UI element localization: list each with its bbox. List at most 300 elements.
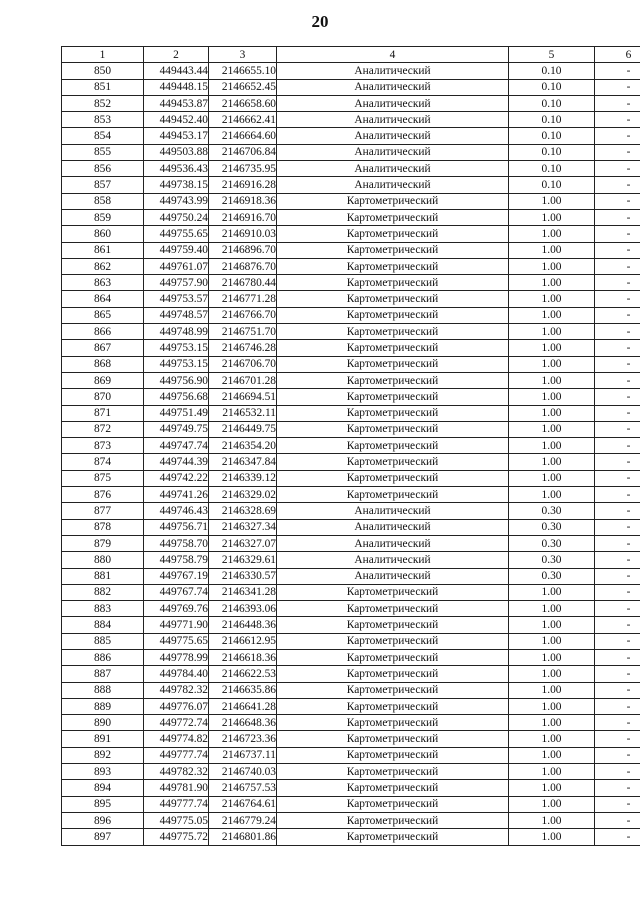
x-coordinate-cell: 449748.57 — [144, 307, 209, 323]
method-cell: Картометрический — [277, 389, 509, 405]
y-coordinate-cell: 2146766.70 — [209, 307, 277, 323]
accuracy-cell: 1.00 — [509, 340, 595, 356]
point-number-cell: 870 — [62, 389, 144, 405]
x-coordinate-cell: 449753.57 — [144, 291, 209, 307]
y-coordinate-cell: 2146341.28 — [209, 584, 277, 600]
x-coordinate-cell: 449769.76 — [144, 601, 209, 617]
accuracy-cell: 1.00 — [509, 601, 595, 617]
method-cell: Картометрический — [277, 731, 509, 747]
method-cell: Аналитический — [277, 128, 509, 144]
x-coordinate-cell: 449775.72 — [144, 829, 209, 845]
point-number-cell: 873 — [62, 438, 144, 454]
method-cell: Аналитический — [277, 503, 509, 519]
table-body — [62, 63, 640, 845]
note-cell: - — [595, 275, 640, 291]
point-number-cell: 888 — [62, 682, 144, 698]
y-coordinate-cell: 2146910.03 — [209, 226, 277, 242]
note-cell: - — [595, 324, 640, 340]
method-cell: Картометрический — [277, 291, 509, 307]
point-number-cell: 851 — [62, 79, 144, 95]
x-coordinate-cell: 449738.15 — [144, 177, 209, 193]
note-cell: - — [595, 193, 640, 209]
accuracy-cell: 1.00 — [509, 258, 595, 274]
accuracy-cell: 1.00 — [509, 438, 595, 454]
y-coordinate-cell: 2146764.61 — [209, 796, 277, 812]
note-cell: - — [595, 177, 640, 193]
method-cell: Аналитический — [277, 95, 509, 111]
method-cell: Картометрический — [277, 421, 509, 437]
point-number-cell: 886 — [62, 649, 144, 665]
note-cell: - — [595, 405, 640, 421]
y-coordinate-cell: 2146916.70 — [209, 209, 277, 225]
note-cell: - — [595, 764, 640, 780]
method-cell: Картометрический — [277, 193, 509, 209]
accuracy-cell: 1.00 — [509, 487, 595, 503]
method-cell: Картометрический — [277, 209, 509, 225]
method-cell: Картометрический — [277, 747, 509, 763]
accuracy-cell: 1.00 — [509, 780, 595, 796]
point-number-cell: 884 — [62, 617, 144, 633]
point-number-cell: 868 — [62, 356, 144, 372]
y-coordinate-cell: 2146347.84 — [209, 454, 277, 470]
method-cell: Картометрический — [277, 372, 509, 388]
note-cell: - — [595, 372, 640, 388]
table-row — [62, 698, 640, 714]
table-row — [62, 340, 640, 356]
point-number-cell: 897 — [62, 829, 144, 845]
y-coordinate-cell: 2146329.02 — [209, 487, 277, 503]
note-cell: - — [595, 666, 640, 682]
point-number-cell: 860 — [62, 226, 144, 242]
accuracy-cell: 1.00 — [509, 747, 595, 763]
accuracy-cell: 1.00 — [509, 307, 595, 323]
table-row — [62, 764, 640, 780]
x-coordinate-cell: 449781.90 — [144, 780, 209, 796]
note-cell: - — [595, 649, 640, 665]
x-coordinate-cell: 449755.65 — [144, 226, 209, 242]
table-row — [62, 324, 640, 340]
method-cell: Картометрический — [277, 829, 509, 845]
y-coordinate-cell: 2146779.24 — [209, 812, 277, 828]
note-cell: - — [595, 568, 640, 584]
accuracy-cell: 1.00 — [509, 470, 595, 486]
note-cell: - — [595, 747, 640, 763]
y-coordinate-cell: 2146393.06 — [209, 601, 277, 617]
table-row — [62, 503, 640, 519]
point-number-cell: 875 — [62, 470, 144, 486]
y-coordinate-cell: 2146723.36 — [209, 731, 277, 747]
note-cell: - — [595, 552, 640, 568]
point-number-cell: 887 — [62, 666, 144, 682]
method-cell: Картометрический — [277, 633, 509, 649]
accuracy-cell: 1.00 — [509, 405, 595, 421]
y-coordinate-cell: 2146896.70 — [209, 242, 277, 258]
point-number-cell: 864 — [62, 291, 144, 307]
accuracy-cell: 1.00 — [509, 275, 595, 291]
y-coordinate-cell: 2146648.36 — [209, 715, 277, 731]
y-coordinate-cell: 2146876.70 — [209, 258, 277, 274]
y-coordinate-cell: 2146706.70 — [209, 356, 277, 372]
table-row — [62, 242, 640, 258]
table-row — [62, 829, 640, 845]
y-coordinate-cell: 2146618.36 — [209, 649, 277, 665]
x-coordinate-cell: 449775.05 — [144, 812, 209, 828]
table-row — [62, 95, 640, 111]
table-row — [62, 796, 640, 812]
y-coordinate-cell: 2146662.41 — [209, 112, 277, 128]
column-header-4: 4 — [277, 47, 509, 63]
point-number-cell: 876 — [62, 487, 144, 503]
note-cell: - — [595, 307, 640, 323]
method-cell: Картометрический — [277, 715, 509, 731]
accuracy-cell: 1.00 — [509, 682, 595, 698]
accuracy-cell: 1.00 — [509, 715, 595, 731]
accuracy-cell: 0.10 — [509, 144, 595, 160]
table-row — [62, 421, 640, 437]
x-coordinate-cell: 449767.19 — [144, 568, 209, 584]
x-coordinate-cell: 449750.24 — [144, 209, 209, 225]
accuracy-cell: 1.00 — [509, 291, 595, 307]
point-number-cell: 894 — [62, 780, 144, 796]
accuracy-cell: 1.00 — [509, 617, 595, 633]
x-coordinate-cell: 449756.71 — [144, 519, 209, 535]
point-number-cell: 854 — [62, 128, 144, 144]
note-cell: - — [595, 454, 640, 470]
note-cell: - — [595, 584, 640, 600]
point-number-cell: 861 — [62, 242, 144, 258]
point-number-cell: 885 — [62, 633, 144, 649]
point-number-cell: 883 — [62, 601, 144, 617]
point-number-cell: 881 — [62, 568, 144, 584]
table-row — [62, 519, 640, 535]
x-coordinate-cell: 449776.07 — [144, 698, 209, 714]
table-row — [62, 747, 640, 763]
column-header-3: 3 — [209, 47, 277, 63]
note-cell: - — [595, 812, 640, 828]
accuracy-cell: 0.10 — [509, 95, 595, 111]
accuracy-cell: 1.00 — [509, 649, 595, 665]
accuracy-cell: 0.10 — [509, 177, 595, 193]
y-coordinate-cell: 2146737.11 — [209, 747, 277, 763]
table-row — [62, 79, 640, 95]
table-row — [62, 291, 640, 307]
method-cell: Картометрический — [277, 275, 509, 291]
y-coordinate-cell: 2146449.75 — [209, 421, 277, 437]
accuracy-cell: 1.00 — [509, 324, 595, 340]
method-cell: Картометрический — [277, 405, 509, 421]
point-number-cell: 874 — [62, 454, 144, 470]
method-cell: Картометрический — [277, 487, 509, 503]
accuracy-cell: 1.00 — [509, 242, 595, 258]
note-cell: - — [595, 601, 640, 617]
table-row — [62, 649, 640, 665]
y-coordinate-cell: 2146448.36 — [209, 617, 277, 633]
note-cell: - — [595, 519, 640, 535]
note-cell: - — [595, 79, 640, 95]
table-row — [62, 552, 640, 568]
table-row — [62, 715, 640, 731]
x-coordinate-cell: 449782.32 — [144, 764, 209, 780]
note-cell: - — [595, 829, 640, 845]
x-coordinate-cell: 449443.44 — [144, 63, 209, 79]
point-number-cell: 895 — [62, 796, 144, 812]
point-number-cell: 850 — [62, 63, 144, 79]
note-cell: - — [595, 470, 640, 486]
point-number-cell: 852 — [62, 95, 144, 111]
x-coordinate-cell: 449751.49 — [144, 405, 209, 421]
y-coordinate-cell: 2146339.12 — [209, 470, 277, 486]
table-row — [62, 438, 640, 454]
coordinates-table — [61, 46, 640, 846]
x-coordinate-cell: 449757.90 — [144, 275, 209, 291]
point-number-cell: 863 — [62, 275, 144, 291]
note-cell: - — [595, 796, 640, 812]
y-coordinate-cell: 2146735.95 — [209, 161, 277, 177]
accuracy-cell: 1.00 — [509, 829, 595, 845]
point-number-cell: 853 — [62, 112, 144, 128]
point-number-cell: 859 — [62, 209, 144, 225]
header-row — [62, 47, 640, 63]
x-coordinate-cell: 449452.40 — [144, 112, 209, 128]
point-number-cell: 882 — [62, 584, 144, 600]
x-coordinate-cell: 449747.74 — [144, 438, 209, 454]
y-coordinate-cell: 2146658.60 — [209, 95, 277, 111]
table-row — [62, 633, 640, 649]
method-cell: Картометрический — [277, 584, 509, 600]
note-cell: - — [595, 731, 640, 747]
x-coordinate-cell: 449784.40 — [144, 666, 209, 682]
note-cell: - — [595, 715, 640, 731]
note-cell: - — [595, 128, 640, 144]
point-number-cell: 871 — [62, 405, 144, 421]
x-coordinate-cell: 449453.17 — [144, 128, 209, 144]
table-row — [62, 731, 640, 747]
accuracy-cell: 0.10 — [509, 79, 595, 95]
x-coordinate-cell: 449756.68 — [144, 389, 209, 405]
x-coordinate-cell: 449756.90 — [144, 372, 209, 388]
y-coordinate-cell: 2146771.28 — [209, 291, 277, 307]
y-coordinate-cell: 2146655.10 — [209, 63, 277, 79]
y-coordinate-cell: 2146757.53 — [209, 780, 277, 796]
point-number-cell: 872 — [62, 421, 144, 437]
x-coordinate-cell: 449761.07 — [144, 258, 209, 274]
y-coordinate-cell: 2146664.60 — [209, 128, 277, 144]
method-cell: Картометрический — [277, 242, 509, 258]
table-row — [62, 568, 640, 584]
point-number-cell: 856 — [62, 161, 144, 177]
method-cell: Картометрический — [277, 617, 509, 633]
x-coordinate-cell: 449448.15 — [144, 79, 209, 95]
point-number-cell: 878 — [62, 519, 144, 535]
x-coordinate-cell: 449741.26 — [144, 487, 209, 503]
y-coordinate-cell: 2146328.69 — [209, 503, 277, 519]
accuracy-cell: 1.00 — [509, 796, 595, 812]
accuracy-cell: 1.00 — [509, 698, 595, 714]
method-cell: Картометрический — [277, 258, 509, 274]
method-cell: Аналитический — [277, 63, 509, 79]
accuracy-cell: 0.30 — [509, 503, 595, 519]
y-coordinate-cell: 2146327.07 — [209, 535, 277, 551]
y-coordinate-cell: 2146612.95 — [209, 633, 277, 649]
table-row — [62, 112, 640, 128]
y-coordinate-cell: 2146801.86 — [209, 829, 277, 845]
x-coordinate-cell: 449775.65 — [144, 633, 209, 649]
method-cell: Картометрический — [277, 812, 509, 828]
table-row — [62, 487, 640, 503]
column-header-5: 5 — [509, 47, 595, 63]
table-row — [62, 470, 640, 486]
note-cell: - — [595, 633, 640, 649]
method-cell: Картометрический — [277, 340, 509, 356]
accuracy-cell: 0.30 — [509, 519, 595, 535]
x-coordinate-cell: 449749.75 — [144, 421, 209, 437]
table-row — [62, 63, 640, 79]
note-cell: - — [595, 63, 640, 79]
accuracy-cell: 1.00 — [509, 584, 595, 600]
method-cell: Картометрический — [277, 470, 509, 486]
table-row — [62, 780, 640, 796]
x-coordinate-cell: 449778.99 — [144, 649, 209, 665]
method-cell: Картометрический — [277, 454, 509, 470]
accuracy-cell: 0.10 — [509, 63, 595, 79]
table-row — [62, 161, 640, 177]
method-cell: Картометрический — [277, 698, 509, 714]
accuracy-cell: 1.00 — [509, 764, 595, 780]
method-cell: Аналитический — [277, 144, 509, 160]
table-row — [62, 209, 640, 225]
x-coordinate-cell: 449758.70 — [144, 535, 209, 551]
table-row — [62, 128, 640, 144]
x-coordinate-cell: 449744.39 — [144, 454, 209, 470]
accuracy-cell: 1.00 — [509, 731, 595, 747]
note-cell: - — [595, 291, 640, 307]
method-cell: Картометрический — [277, 682, 509, 698]
method-cell: Картометрический — [277, 796, 509, 812]
note-cell: - — [595, 503, 640, 519]
y-coordinate-cell: 2146354.20 — [209, 438, 277, 454]
table-row — [62, 682, 640, 698]
table-row — [62, 258, 640, 274]
method-cell: Аналитический — [277, 79, 509, 95]
table-row — [62, 226, 640, 242]
note-cell: - — [595, 226, 640, 242]
accuracy-cell: 0.30 — [509, 535, 595, 551]
note-cell: - — [595, 698, 640, 714]
x-coordinate-cell: 449771.90 — [144, 617, 209, 633]
point-number-cell: 892 — [62, 747, 144, 763]
point-number-cell: 893 — [62, 764, 144, 780]
table-row — [62, 193, 640, 209]
y-coordinate-cell: 2146622.53 — [209, 666, 277, 682]
y-coordinate-cell: 2146780.44 — [209, 275, 277, 291]
point-number-cell: 857 — [62, 177, 144, 193]
note-cell: - — [595, 356, 640, 372]
table-row — [62, 617, 640, 633]
method-cell: Картометрический — [277, 764, 509, 780]
point-number-cell: 879 — [62, 535, 144, 551]
method-cell: Картометрический — [277, 307, 509, 323]
y-coordinate-cell: 2146327.34 — [209, 519, 277, 535]
x-coordinate-cell: 449503.88 — [144, 144, 209, 160]
x-coordinate-cell: 449743.99 — [144, 193, 209, 209]
method-cell: Картометрический — [277, 601, 509, 617]
method-cell: Аналитический — [277, 161, 509, 177]
method-cell: Аналитический — [277, 568, 509, 584]
note-cell: - — [595, 112, 640, 128]
x-coordinate-cell: 449767.74 — [144, 584, 209, 600]
y-coordinate-cell: 2146641.28 — [209, 698, 277, 714]
method-cell: Аналитический — [277, 552, 509, 568]
y-coordinate-cell: 2146918.36 — [209, 193, 277, 209]
note-cell: - — [595, 780, 640, 796]
y-coordinate-cell: 2146740.03 — [209, 764, 277, 780]
note-cell: - — [595, 340, 640, 356]
table-row — [62, 177, 640, 193]
x-coordinate-cell: 449753.15 — [144, 356, 209, 372]
y-coordinate-cell: 2146916.28 — [209, 177, 277, 193]
accuracy-cell: 0.30 — [509, 552, 595, 568]
table-row — [62, 601, 640, 617]
x-coordinate-cell: 449777.74 — [144, 747, 209, 763]
point-number-cell: 866 — [62, 324, 144, 340]
accuracy-cell: 1.00 — [509, 633, 595, 649]
accuracy-cell: 0.10 — [509, 161, 595, 177]
method-cell: Аналитический — [277, 177, 509, 193]
table-row — [62, 307, 640, 323]
point-number-cell: 867 — [62, 340, 144, 356]
accuracy-cell: 1.00 — [509, 372, 595, 388]
accuracy-cell: 1.00 — [509, 421, 595, 437]
note-cell: - — [595, 144, 640, 160]
point-number-cell: 877 — [62, 503, 144, 519]
accuracy-cell: 1.00 — [509, 454, 595, 470]
y-coordinate-cell: 2146701.28 — [209, 372, 277, 388]
table-row — [62, 535, 640, 551]
x-coordinate-cell: 449759.40 — [144, 242, 209, 258]
y-coordinate-cell: 2146706.84 — [209, 144, 277, 160]
point-number-cell: 890 — [62, 715, 144, 731]
x-coordinate-cell: 449753.15 — [144, 340, 209, 356]
accuracy-cell: 1.00 — [509, 666, 595, 682]
y-coordinate-cell: 2146694.51 — [209, 389, 277, 405]
note-cell: - — [595, 389, 640, 405]
accuracy-cell: 0.10 — [509, 128, 595, 144]
point-number-cell: 869 — [62, 372, 144, 388]
note-cell: - — [595, 209, 640, 225]
table-row — [62, 144, 640, 160]
y-coordinate-cell: 2146652.45 — [209, 79, 277, 95]
note-cell: - — [595, 617, 640, 633]
note-cell: - — [595, 438, 640, 454]
method-cell: Аналитический — [277, 519, 509, 535]
page-number: 20 — [311, 12, 329, 31]
x-coordinate-cell: 449536.43 — [144, 161, 209, 177]
method-cell: Картометрический — [277, 356, 509, 372]
accuracy-cell: 1.00 — [509, 209, 595, 225]
x-coordinate-cell: 449758.79 — [144, 552, 209, 568]
y-coordinate-cell: 2146330.57 — [209, 568, 277, 584]
note-cell: - — [595, 242, 640, 258]
point-number-cell: 865 — [62, 307, 144, 323]
y-coordinate-cell: 2146329.61 — [209, 552, 277, 568]
accuracy-cell: 1.00 — [509, 356, 595, 372]
x-coordinate-cell: 449774.82 — [144, 731, 209, 747]
table-row — [62, 372, 640, 388]
method-cell: Картометрический — [277, 324, 509, 340]
x-coordinate-cell: 449453.87 — [144, 95, 209, 111]
point-number-cell: 891 — [62, 731, 144, 747]
note-cell: - — [595, 95, 640, 111]
